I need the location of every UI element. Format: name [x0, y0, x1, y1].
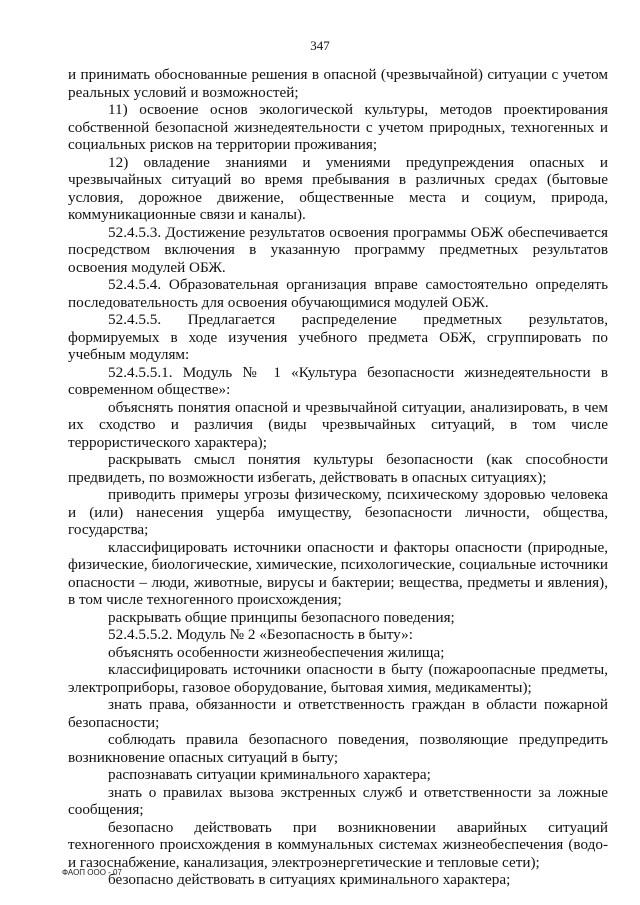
paragraph: 52.4.5.3. Достижение результатов освоения программы ОБЖ обеспечивается посредством включения в указанную программу предметных результатов освоения модулей ОБЖ. [68, 223, 608, 276]
paragraph: безопасно действовать при возникновении аварийных ситуаций техногенного происхождения в коммунальных системах жизнеобеспечения (водо- и газоснабжение, канализация, электроэнергетические и тепловые сети); [68, 818, 608, 871]
paragraph: распознавать ситуации криминального характера; [108, 766, 431, 783]
paragraph: классифицировать источники опасности в быту (пожароопасные предметы, электроприборы, газовое оборудование, бытовая химия, медикаменты); [68, 661, 608, 696]
paragraph: объяснять понятия опасной и чрезвычайной ситуации, анализировать, в чем их сходство и различия (виды чрезвычайных ситуаций, в том числе террористического характера); [68, 398, 608, 451]
paragraph: 11) освоение основ экологической культуры, методов проектирования собственной безопасной жизнедеятельности с учетом природных, техногенных и социальных рисков на территории проживания; [68, 101, 608, 153]
paragraph: и принимать обоснованные решения в опасной (чрезвычайной) ситуации с учетом реальных условий и возможностей; [68, 66, 608, 101]
paragraph: приводить примеры угрозы физическому, психическому здоровью человека и (или) нанесения ущерба имуществу, безопасности личности, общества, государства; [68, 486, 608, 538]
paragraph: знать права, обязанности и ответственность граждан в области пожарной безопасности; [68, 696, 608, 731]
document-body [68, 66, 608, 889]
paragraph: 52.4.5.5. Предлагается распределение предметных результатов, формируемых в ходе изучения учебного предмета ОБЖ, сгруппировать по учебным модулям: [68, 311, 608, 363]
paragraph: 52.4.5.5.2. Модуль № 2 «Безопасность в быту»: [108, 626, 413, 643]
footer-code: ФАОП ООО - 07 [62, 868, 122, 877]
paragraph: знать о правилах вызова экстренных служб и ответственности за ложные сообщения; [68, 783, 608, 818]
paragraph: раскрывать смысл понятия культуры безопасности (как способности предвидеть, по возможности избегать, действовать в опасных ситуациях); [68, 451, 608, 486]
paragraph: безопасно действовать в ситуациях криминального характера; [108, 871, 511, 888]
page-number: 347 [310, 38, 330, 53]
paragraph: 52.4.5.5.1. Модуль № 1 «Культура безопасности жизнедеятельности в современном обществе»: [68, 363, 608, 398]
paragraph: объяснять особенности жизнеобеспечения жилища; [108, 643, 445, 661]
paragraph: классифицировать источники опасности и факторы опасности (природные, физические, биологические, химические, психологические, социальные источники опасности – люди, животные, вирусы и бактерии; вещества, предметы и явления), в том числе техногенного происхождения; [68, 538, 608, 608]
paragraph: раскрывать общие принципы безопасного поведения; [108, 608, 455, 626]
paragraph: 12) овладение знаниями и умениями предупреждения опасных и чрезвычайных ситуаций во время пребывания в различных средах (бытовые условия, дорожное движение, общественные места и социум, природа, коммуникационные связи и каналы). [68, 153, 608, 223]
paragraph: 52.4.5.4. Образовательная организация вправе самостоятельно определять последовательность для освоения обучающимися модулей ОБЖ. [68, 276, 608, 311]
paragraph: соблюдать правила безопасного поведения, позволяющие предупредить возникновение опасных ситуаций в быту; [68, 731, 608, 766]
